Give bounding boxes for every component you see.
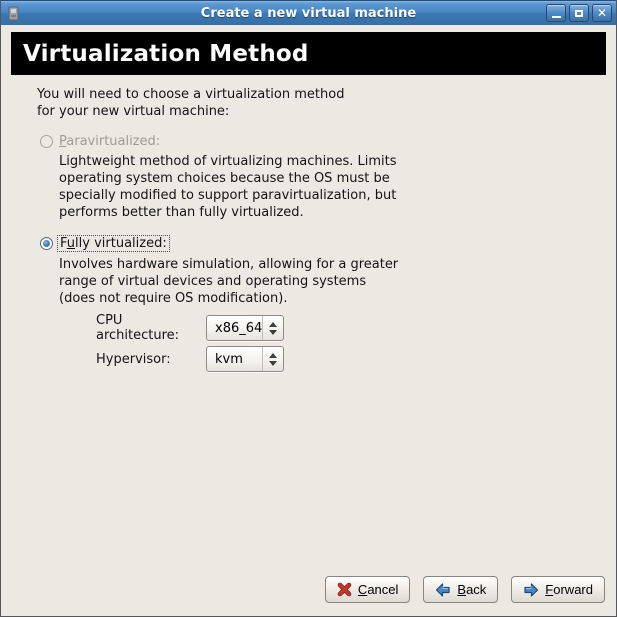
hypervisor-value: kvm: [215, 351, 243, 367]
dialog-button-row: [325, 576, 605, 603]
content-area: [1, 75, 616, 372]
radio-paravirtualized-label: Paravirtualized:: [59, 134, 161, 149]
back-button-label: Back: [457, 582, 487, 597]
forward-button-label: Forward: [545, 582, 593, 597]
cpu-architecture-label: CPU architecture:: [96, 313, 180, 343]
page-title: Virtualization Method: [23, 40, 309, 67]
cpu-architecture-value: x86_64: [215, 320, 263, 336]
radio-paravirtualized-circle-icon[interactable]: [40, 135, 53, 148]
vm-app-icon: [5, 5, 21, 21]
hypervisor-row: [96, 346, 596, 372]
page-banner: [11, 32, 606, 75]
radio-fully-virtualized-circle-icon[interactable]: [40, 237, 53, 250]
radio-fully-virtualized-label: Fully virtualized:: [57, 235, 170, 252]
spinner-arrows-icon[interactable]: [262, 316, 283, 340]
intro-text: You will need to choose a virtualization method for your new virtual machine:: [37, 87, 345, 119]
hypervisor-label: Hypervisor:: [96, 351, 171, 367]
paravirtualized-description: Lightweight method of virtualizing machines. Limits operating system choices because the OS must be specially modified to support paravirtualization, but performs better than fully virtualized.: [59, 154, 397, 220]
forward-arrow-icon: [523, 582, 539, 598]
radio-paravirtualized[interactable]: [40, 134, 596, 149]
fully-virtualized-description: Involves hardware simulation, allowing for a greater range of virtual devices and operating systems (does not require OS modification).: [59, 257, 399, 306]
vm-options-form: [37, 315, 596, 372]
hypervisor-select[interactable]: [206, 346, 284, 372]
cancel-button[interactable]: [325, 576, 410, 603]
back-arrow-icon: [435, 582, 451, 598]
back-button[interactable]: [423, 576, 498, 603]
spinner-arrows-icon[interactable]: [262, 347, 283, 371]
maximize-icon[interactable]: [569, 4, 589, 22]
titlebar[interactable]: [1, 0, 616, 25]
forward-button[interactable]: [511, 576, 605, 603]
minimize-icon[interactable]: [546, 4, 566, 22]
cancel-x-icon: [337, 582, 352, 597]
close-icon[interactable]: ✕: [592, 4, 612, 22]
cancel-button-label: Cancel: [357, 582, 399, 597]
window-title: Create a new virtual machine: [200, 5, 417, 21]
radio-fully-virtualized[interactable]: [40, 235, 596, 252]
cpu-architecture-select[interactable]: [206, 315, 284, 341]
cpu-architecture-row: [96, 315, 596, 341]
